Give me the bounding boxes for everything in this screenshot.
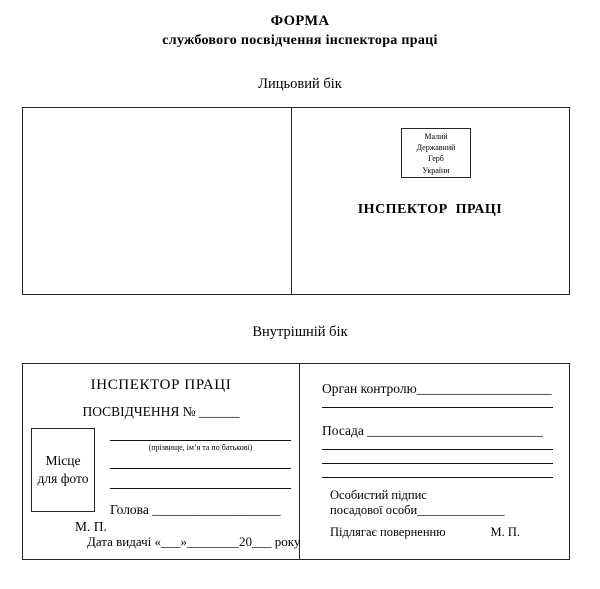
personal-signature-label-line1: Особистий підпис bbox=[330, 488, 427, 502]
emblem-line: України bbox=[422, 165, 450, 175]
front-side-label: Лицьовий бік bbox=[258, 76, 342, 92]
inner-card-divider bbox=[299, 364, 300, 559]
control-body-label: Орган контролю____________________ bbox=[322, 381, 552, 396]
photo-placeholder-box: Місце для фото bbox=[31, 428, 95, 512]
front-card bbox=[22, 107, 570, 295]
inner-side-label: Внутрішній бік bbox=[252, 324, 348, 340]
name-blank-line bbox=[110, 440, 291, 441]
seal-mark-right: М. П. bbox=[490, 525, 520, 539]
return-notice-row bbox=[330, 525, 520, 540]
head-signature-label: Голова ___________________ bbox=[110, 502, 281, 517]
inspector-title: ІНСПЕКТОР ПРАЦІ bbox=[357, 202, 503, 217]
name-caption: (прізвище, ім’я та по батькові) bbox=[148, 443, 253, 452]
front-card-divider bbox=[291, 108, 292, 294]
inner-inspector-title: ІНСПЕКТОР ПРАЦІ bbox=[90, 377, 232, 393]
seal-mark-left: М. П. bbox=[75, 519, 107, 534]
page-subtitle: службового посвідчення інспектора праці bbox=[162, 33, 438, 48]
page-title: ФОРМА bbox=[270, 13, 330, 29]
state-emblem-box bbox=[401, 128, 471, 178]
position-label: Посада __________________________ bbox=[322, 423, 543, 438]
position-blank-line bbox=[322, 463, 553, 464]
position-blank-line bbox=[322, 477, 553, 478]
return-notice-label: Підлягає поверненню bbox=[330, 525, 446, 539]
name-blank-line bbox=[110, 488, 291, 489]
position-blank-line bbox=[322, 449, 553, 450]
emblem-line: Герб bbox=[428, 154, 444, 164]
issue-date-label: Дата видачі «___»________20___ року bbox=[87, 534, 301, 549]
certificate-number-label: ПОСВІДЧЕННЯ № ______ bbox=[82, 404, 240, 419]
personal-signature-label-line2: посадової особи______________ bbox=[330, 503, 505, 517]
emblem-line: Державний bbox=[416, 143, 456, 153]
name-blank-line bbox=[110, 468, 291, 469]
emblem-line: Малий bbox=[424, 132, 448, 141]
inner-card bbox=[22, 363, 570, 560]
control-body-blank-line bbox=[322, 407, 553, 408]
